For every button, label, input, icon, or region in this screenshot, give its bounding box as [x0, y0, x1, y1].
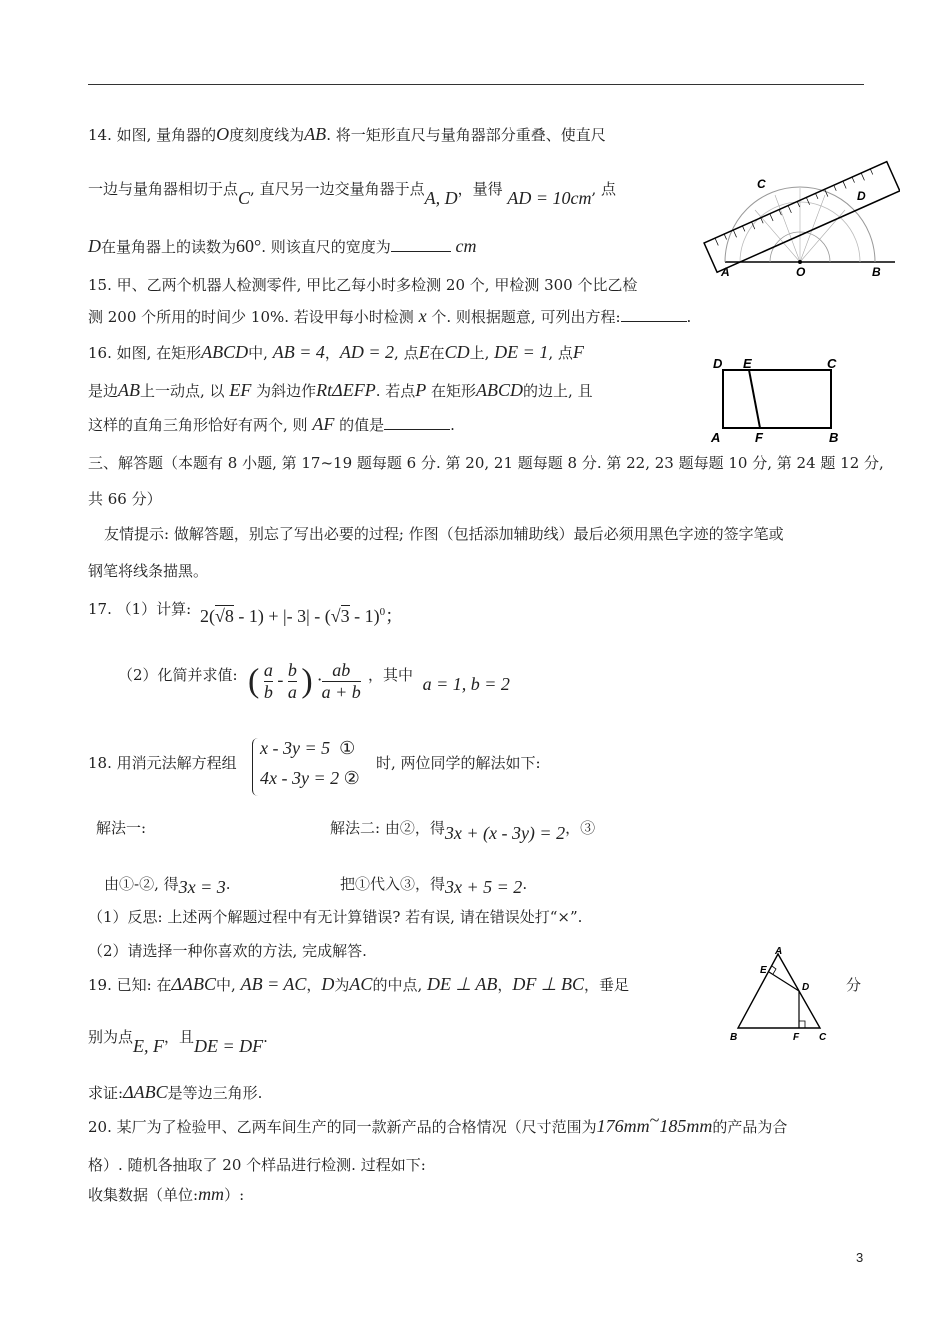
answer-blank[interactable]: [621, 307, 687, 322]
q18-reflect: （1）反思: 上述两个解题过程中有无计算错误? 若有误, 请在错误处打“×”.: [88, 908, 583, 926]
q17-part1: 17. （1）计算:: [88, 600, 192, 618]
method2-step2: 把①代入③，得3x + 5 = 2.: [340, 875, 528, 897]
label-a: A: [721, 265, 730, 279]
label-d: D: [857, 189, 866, 203]
label-e: E: [743, 356, 752, 371]
label-o: O: [796, 265, 806, 279]
label-d: D: [802, 982, 810, 993]
q17-fraction-expr: ( $\frac{a}{b}$ - $\frac{b}{a}$ ) · $\frac{ab}{a + b}$: [248, 660, 361, 702]
q15-line1: 15. 甲、乙两个机器人检测零件, 甲比乙每小时多检测 20 个, 甲检测 300 个比乙检: [88, 276, 638, 294]
q17-expression: 2(√8 - 1) + |- 3| - (√3 - 1)$^0$；: [200, 606, 404, 626]
label-f: F: [755, 430, 763, 445]
method2-step1: 解法二: 由②，得3x + (x - 3y) = 2，③: [330, 819, 596, 843]
q17-part2-cond: ，其中 a = 1, b = 2: [368, 666, 510, 694]
label-f: F: [793, 1032, 800, 1043]
q14-line2: 一边与量角器相切于点C, 直尺另一边交量角器于点A, D，量得 AD = 10cm, 点: [88, 180, 617, 208]
answer-blank[interactable]: [391, 237, 451, 252]
q20-line1: 20. 某厂为了检验甲、乙两车间生产的同一款新产品的合格情况（尺寸范围为176mm~185mm的产品为合: [88, 1110, 788, 1136]
tip-line2: 钢笔将线条描黑。: [88, 562, 209, 580]
label-e: E: [760, 965, 767, 976]
q16-line1: 16. 如图, 在矩形ABCD中, AB = 4，AD = 2, 点E在CD上, DE = 1, 点F: [88, 342, 584, 362]
q17-part2: （2）化简并求值:: [118, 666, 238, 684]
q14-line3: D在量角器上的读数为60°. 则该直尺的宽度为 cm: [88, 236, 477, 256]
rectangle-figure: [705, 352, 855, 447]
q20-line3: 收集数据（单位:mm）:: [88, 1184, 245, 1204]
protractor-figure: [695, 140, 900, 280]
label-b: B: [829, 430, 839, 445]
tip-line1: 友情提示: 做解答题，别忘了写出必要的过程; 作图（包括添加辅助线）最后必须用黑色字迹的签字笔或: [104, 525, 784, 543]
q20-line2: 格）. 随机各抽取了 20 个样品进行检测. 过程如下:: [88, 1156, 426, 1174]
q19-line2: 别为点E, F，且DE = DF.: [88, 1028, 268, 1056]
method1-label: 解法一:: [96, 819, 147, 837]
label-b: B: [730, 1032, 738, 1043]
q18-line1b: 时, 两位同学的解法如下:: [376, 754, 541, 772]
q18-line1: 18. 用消元法解方程组: [88, 754, 237, 772]
q16-line2: 是边AB上一动点, 以 EF 为斜边作RtΔEFP. 若点P 在矩形ABCD的边上, 且: [88, 380, 593, 400]
q15-line2: 测 200 个所用的时间少 10%. 若设甲每小时检测 x 个. 则根据题意, 可列出方程: .: [88, 306, 692, 326]
header-rule: [88, 84, 864, 85]
q16-line3: 这样的直角三角形恰好有两个, 则 AF 的值是 .: [88, 414, 455, 434]
label-a: A: [711, 430, 721, 445]
label-c: C: [819, 1032, 827, 1043]
page-number: 3: [856, 1250, 864, 1265]
label-b: B: [872, 265, 881, 279]
answer-blank[interactable]: [384, 415, 450, 430]
q19-prove: 求证:ΔABC是等边三角形.: [88, 1082, 263, 1102]
section3-heading: 三、解答题（本题有 8 小题, 第 17~19 题每题 6 分. 第 20, 21 题每题 8 分. 第 22, 23 题每题 10 分, 第 24 题 12 分,: [88, 454, 884, 472]
q19-line1: 19. 已知: 在ΔABC中, AB = AC，D为AC的中点, DE ⊥ AB，DF ⊥ BC，垂足: [88, 974, 630, 994]
section3-heading-cont: 共 66 分）: [88, 490, 162, 508]
q19-fen: 分: [846, 976, 862, 994]
q18-choose: （2）请选择一种你喜欢的方法, 完成解答.: [88, 942, 367, 960]
triangle-figure: [722, 946, 837, 1046]
system-eq2: 4x - 3y = 2 ②: [260, 768, 360, 788]
label-d: D: [713, 356, 723, 371]
q14-line1: 14. 如图, 量角器的O度刻度线为AB. 将一矩形直尺与量角器部分重叠、使直尺: [88, 124, 606, 144]
label-a: A: [775, 946, 783, 957]
system-eq1: x - 3y = 5 ①: [260, 738, 356, 758]
label-c: C: [757, 177, 766, 191]
label-c: C: [827, 356, 837, 371]
method1-step: 由①-②, 得3x = 3.: [104, 875, 231, 897]
